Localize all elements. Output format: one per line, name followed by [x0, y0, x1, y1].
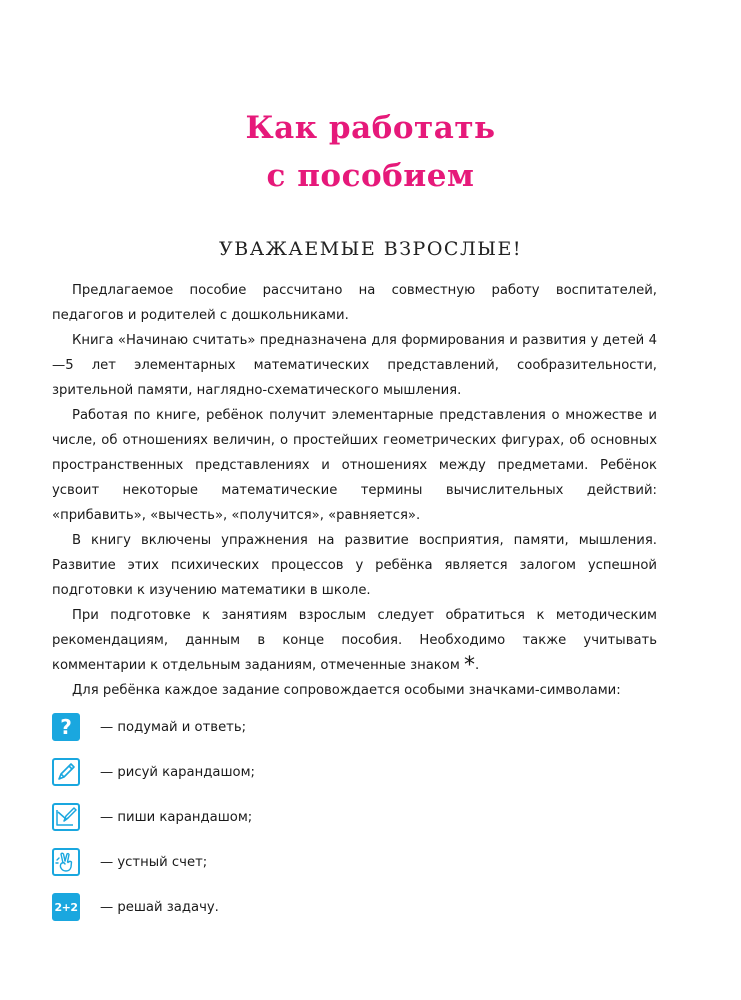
page-title-line2: с пособием [266, 158, 475, 194]
paragraph-5-text: При подготовке к занятиям взрослым следует обратиться к методическим рекомендациям, данным в конце пособия. Необходимо также учитывать комментарии к отдельным заданиям, отмеченные знаком [52, 608, 657, 673]
legend-item [52, 803, 452, 831]
sum-glyph: 2+2 [54, 900, 78, 914]
question-icon [52, 713, 80, 741]
paragraph-2: Книга «Начинаю считать» предназначена для формирования и развития у детей 4—5 лет элементарных математических представлений, сообразительности, зрительной памяти, наглядно-схематического мышления. [52, 333, 657, 398]
legend-label: — устный счет; [100, 854, 208, 870]
question-glyph: ? [60, 715, 72, 739]
legend-item [52, 848, 452, 876]
symbol-legend [52, 713, 452, 938]
fingers-count-icon [52, 848, 80, 876]
paragraph-6: Для ребёнка каждое задание сопровождается особыми значками-символами: [72, 683, 621, 698]
legend-label: — рисуй карандашом; [100, 764, 255, 780]
paragraph-3: Работая по книге, ребёнок получит элементарные представления о множестве и числе, об отношениях величин, о простейших геометрических фигурах, об основных пространственных представлениях и отношениях между предметами. Ребёнок усвоит некоторые математические термины вычислительных действий: «прибавить», «вычесть», «получится», «равняется». [52, 408, 657, 523]
paragraph-1: Предлагаемое пособие рассчитано на совместную работу воспитателей, педагогов и родителей с дошкольниками. [52, 283, 657, 323]
page-title-line1: Как работать [245, 110, 496, 146]
legend-label: — подумай и ответь; [100, 719, 247, 735]
address-heading: УВАЖАЕМЫЕ ВЗРОСЛЫЕ! [219, 238, 522, 260]
pencil-write-icon [52, 803, 80, 831]
legend-label: — решай задачу. [100, 899, 219, 915]
legend-item [52, 893, 452, 921]
legend-label: — пиши карандашом; [100, 809, 253, 825]
paragraph-4: В книгу включены упражнения на развитие восприятия, памяти, мышления. Развитие этих психических процессов у ребёнка является залогом успешной подготовки к изучению математики в школе. [52, 533, 657, 598]
asterisk-mark: * [463, 653, 475, 678]
legend-item [52, 713, 452, 741]
legend-item [52, 758, 452, 786]
paragraph-5-end: . [474, 658, 480, 673]
sum-icon [52, 893, 80, 921]
pencil-draw-icon [52, 758, 80, 786]
paragraph-5 [52, 603, 657, 678]
body-text [52, 278, 657, 703]
